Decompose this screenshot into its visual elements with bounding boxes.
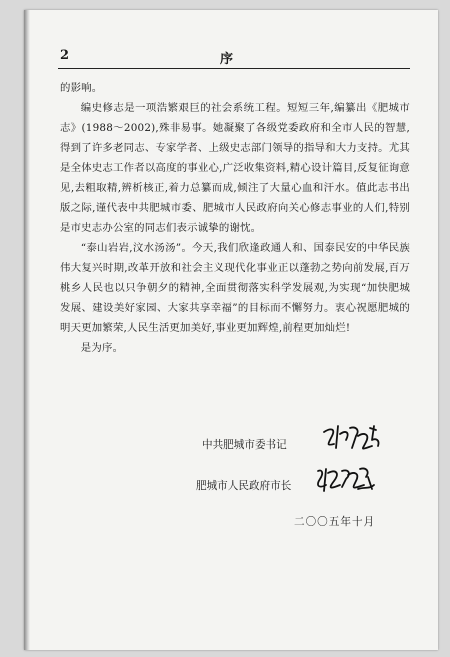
- header-rule: [58, 68, 410, 69]
- page-header: [60, 48, 400, 66]
- paragraph: 的影响。: [60, 82, 103, 94]
- paragraph: 编史修志是一项浩繁艰巨的社会系统工程。短短三年,编纂出《肥城市志》(1988～2002),殊非易事。她凝聚了各级党委政府和全市人民的智慧,得到了许多老同志、专家学者、上级史志部门领导的指导和大力支持。尤其是全体史志工作者以高度的事业心,广泛收集资料,精心设计篇目,反复征询意见,去粗取精,辨析核正,着力总纂而成,倾注了大量心血和汗水。值此志书出版之际,谨代表中共肥城市委、肥城市人民政府向关心修志事业的人们,特别是市史志办公室的同志们表示诚挚的谢忱。: [60, 102, 410, 234]
- handwritten-signature-mayor: [314, 463, 378, 493]
- document-page: [24, 10, 438, 650]
- date-line: 二〇〇五年十月: [294, 516, 376, 528]
- page-number: 2: [60, 48, 70, 63]
- page-title: 序: [220, 52, 234, 67]
- paragraph: 是为序。: [80, 342, 124, 354]
- paragraph: “泰山岩岩,汶水汤汤”。今天,我们欣逢政通人和、国泰民安的中华民族伟大复兴时期,改革开放和社会主义现代化事业正以蓬勃之势向前发展,百万桃乡人民也以只争朝夕的精神,全面贯彻落实科学发展观,为实现“加快肥城发展、建设美好家园、大家共享幸福”的目标而不懈努力。衷心祝愿肥城的明天更加繁荣,人民生活更加美好,事业更加辉煌,前程更加灿烂!: [60, 242, 410, 334]
- book-spine-shadow: [24, 10, 30, 650]
- signature-title-secretary: 中共肥城市委书记: [202, 439, 287, 451]
- signature-title-mayor: 肥城市人民政府市长: [196, 480, 292, 492]
- preface-body: [60, 78, 410, 358]
- handwritten-signature-secretary: [320, 422, 384, 452]
